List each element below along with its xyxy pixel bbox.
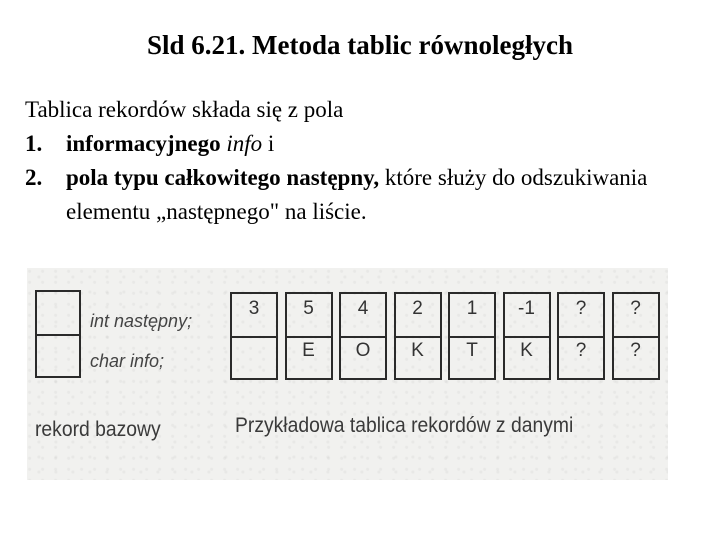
item-rest-text: które służy do odszukiwania elementu „następnego" na liście. [66,165,648,224]
field-label-info: char info; [90,351,165,371]
item-rest-text: i [262,131,275,156]
table-caption: Przykładowa tablica rekordów z danymi [235,414,574,437]
slide-body [25,93,705,229]
record-cell [230,292,278,380]
next-value: 3 [248,298,260,319]
record-cell [503,292,551,380]
base-record-caption: rekord bazowy [35,418,161,441]
info-value: ? [575,340,587,361]
list-number: 2. [25,165,43,190]
next-value: ? [630,298,641,319]
list-item-2 [25,161,705,229]
info-value [232,336,276,378]
box-divider [37,334,79,336]
record-cell [448,292,496,380]
info-value: O [355,340,371,361]
next-value: 1 [466,298,478,319]
info-value: T [466,340,478,361]
next-value: 5 [303,298,314,319]
record-cell [339,292,387,380]
item-italic-text: info [226,131,263,156]
record-cell [285,292,333,380]
record-cell [557,292,605,380]
list-number: 1. [25,131,43,156]
scanned-figure [27,268,668,480]
next-value: -1 [518,298,535,319]
record-cell [612,292,660,380]
info-value: K [411,340,424,361]
field-label-next: int następny; [90,311,193,331]
intro-text: Tablica rekordów składa się z pola [25,97,344,122]
next-value: 2 [412,298,423,319]
item-bold-text: informacyjnego [66,131,227,156]
slide-title: Sld 6.21. Metoda tablic równoległych [147,30,573,60]
info-value: K [520,340,533,361]
item-bold-text: pola typu całkowitego następny, [66,165,380,190]
next-value: ? [575,298,587,319]
record-cell [394,292,442,380]
base-record-box [35,290,81,378]
next-value: 4 [357,298,369,319]
info-value: E [302,340,315,361]
info-value: ? [630,340,641,361]
list-item-1 [25,127,705,161]
